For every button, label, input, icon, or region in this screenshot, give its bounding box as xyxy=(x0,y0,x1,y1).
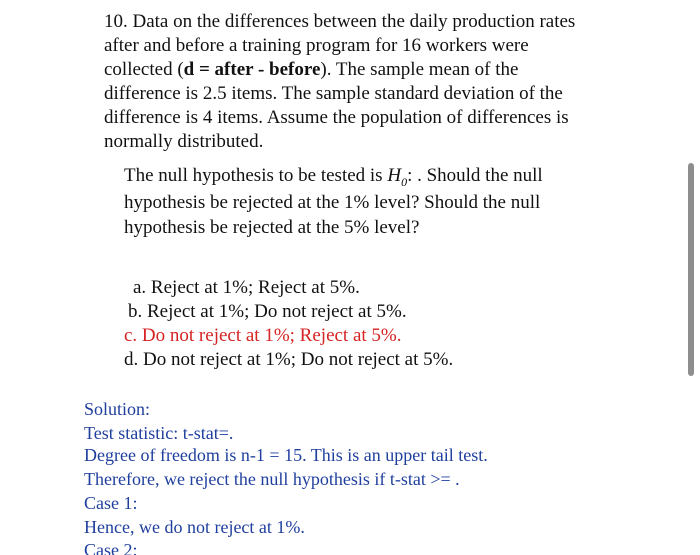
solution-line-test-statistic: Test statistic: t-stat=. xyxy=(84,423,234,443)
prompt-line-1: The null hypothesis to be tested is $H_0$: . Should the null xyxy=(124,165,543,189)
null-hypothesis-symbol: $H_0$ xyxy=(387,165,408,189)
question-number: 10. xyxy=(104,11,133,32)
option-a[interactable]: a. Reject at 1%; Reject at 5%. xyxy=(133,277,360,298)
question-line-6: normally distributed. xyxy=(104,131,264,152)
solution-line-case-2: Case 2: xyxy=(84,540,138,555)
vertical-scrollbar[interactable] xyxy=(688,163,694,376)
option-b[interactable]: b. Reject at 1%; Do not reject at 5%. xyxy=(128,301,407,322)
solution-heading: Solution: xyxy=(84,399,151,419)
option-c[interactable]: c. Do not reject at 1%; Reject at 5%. xyxy=(124,325,402,346)
prompt-line-3: hypothesis be rejected at the 5% level? xyxy=(124,217,420,238)
question-line-1: 10. Data on the differences between the daily production rates xyxy=(104,11,576,32)
question-line-3: collected (d = after - before). The sample mean of the xyxy=(104,59,519,80)
question-line-2: after and before a training program for 16 workers were xyxy=(104,35,529,56)
difference-definition: d = after - before xyxy=(183,59,321,80)
question-line-5: difference is 4 items. Assume the population of differences is xyxy=(104,107,569,128)
question-line-4: difference is 2.5 items. The sample standard deviation of the xyxy=(104,83,563,104)
solution-line-case-1-conclusion: Hence, we do not reject at 1%. xyxy=(84,517,305,537)
solution-line-degrees-of-freedom: Degree of freedom is n-1 = 15. This is an upper tail test. xyxy=(84,445,488,465)
solution-line-rejection-rule: Therefore, we reject the null hypothesis if t-stat >= . xyxy=(84,469,460,489)
solution-line-case-1: Case 1: xyxy=(84,493,138,513)
option-d[interactable]: d. Do not reject at 1%; Do not reject at 5%. xyxy=(124,349,454,370)
prompt-line-2: hypothesis be rejected at the 1% level? Should the null xyxy=(124,192,541,213)
